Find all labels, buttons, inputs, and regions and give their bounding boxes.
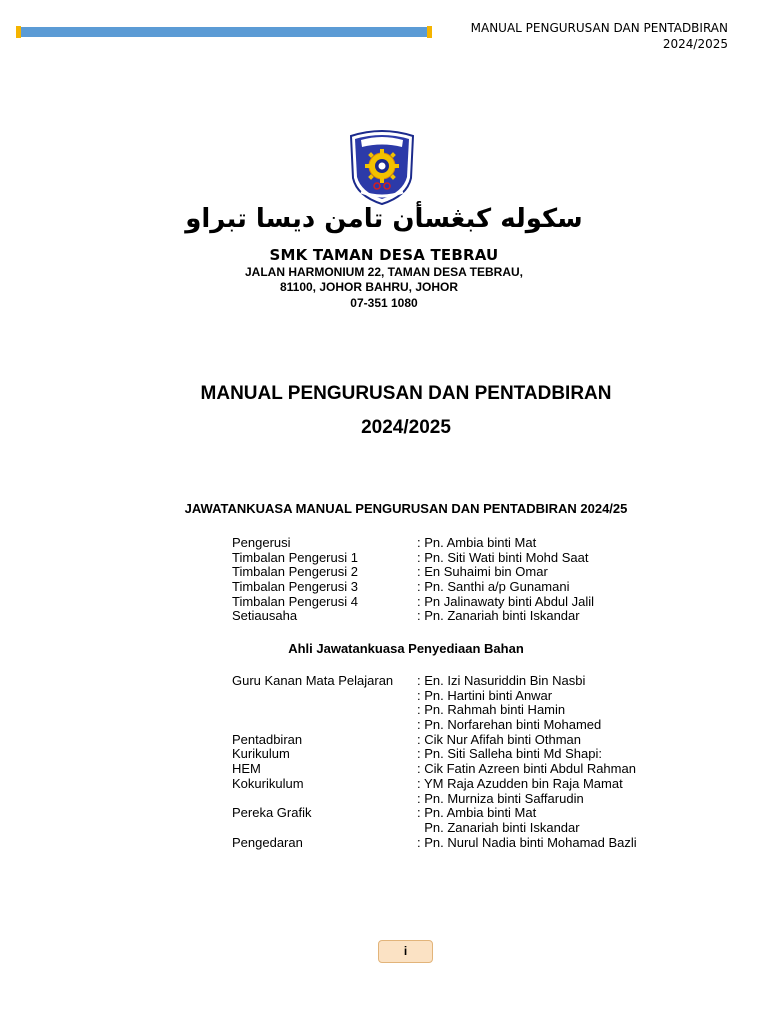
member-name: : Cik Fatin Azreen binti Abdul Rahman bbox=[417, 761, 636, 777]
document-title: MANUAL PENGURUSAN DAN PENTADBIRAN bbox=[200, 383, 612, 404]
member-name: : Pn. Ambia binti Mat bbox=[417, 805, 537, 821]
officer-name: : Pn. Ambia binti Mat bbox=[417, 535, 537, 550]
member-role: Kokurikulum bbox=[232, 775, 304, 791]
committee-title: JAWATANKUASA MANUAL PENGURUSAN DAN PENTADBIRAN 2024/25 bbox=[184, 501, 628, 516]
officer-name: : Pn Jalinawaty binti Abdul Jalil bbox=[417, 593, 595, 609]
member-name: : Pn. Murniza binti Saffarudin bbox=[417, 790, 584, 806]
running-header-title: MANUAL PENGURUSAN DAN PENTADBIRAN bbox=[470, 21, 728, 35]
school-address-line2: 81100, JOHOR BAHRU, JOHOR bbox=[279, 280, 459, 294]
member-name: : Pn. Rahmah binti Hamin bbox=[417, 702, 566, 718]
member-name: Pn. Zanariah binti Iskandar bbox=[417, 819, 580, 835]
school-address-line1: JALAN HARMONIUM 22, TAMAN DESA TEBRAU, bbox=[244, 265, 523, 279]
officer-name: : Pn. Santhi a/p Gunamani bbox=[417, 579, 570, 595]
header-accent-bar bbox=[16, 26, 432, 38]
officer-name: : En Suhaimi bin Omar bbox=[417, 564, 548, 580]
school-name-jawi: سكوله كبڠسأن تامن ديسا تبراو bbox=[185, 204, 583, 234]
officer-role: Timbalan Pengerusi 1 bbox=[232, 549, 358, 565]
officer-role: Timbalan Pengerusi 4 bbox=[232, 593, 358, 609]
member-role: Guru Kanan Mata Pelajaran bbox=[232, 673, 394, 688]
officer-role: Setiausaha bbox=[232, 608, 298, 624]
member-role: Pentadbiran bbox=[232, 731, 303, 747]
member-role: Pengedaran bbox=[232, 834, 303, 850]
bar-blue-band bbox=[21, 27, 427, 37]
member-role: HEM bbox=[232, 761, 261, 777]
member-name: : Cik Nur Afifah binti Othman bbox=[417, 731, 582, 747]
member-name: : Pn. Norfarehan binti Mohamed bbox=[417, 717, 602, 733]
officer-role: Pengerusi bbox=[232, 535, 291, 550]
school-name: SMK TAMAN DESA TEBRAU bbox=[269, 246, 499, 264]
committee-subheading: Ahli Jawatankuasa Penyediaan Bahan bbox=[288, 641, 524, 656]
page-number: i bbox=[378, 940, 433, 963]
running-header bbox=[428, 20, 728, 52]
member-name: : En. Izi Nasuriddin Bin Nasbi bbox=[417, 673, 586, 688]
member-name: : YM Raja Azudden bin Raja Mamat bbox=[417, 775, 623, 791]
running-header-year: 2024/2025 bbox=[662, 37, 728, 51]
officer-role: Timbalan Pengerusi 2 bbox=[232, 564, 358, 580]
member-name: : Pn. Hartini binti Anwar bbox=[417, 687, 553, 703]
member-name: : Pn. Nurul Nadia binti Mohamad Bazli bbox=[417, 834, 637, 850]
school-phone: 07-351 1080 bbox=[350, 296, 418, 310]
officer-role: Timbalan Pengerusi 3 bbox=[232, 579, 358, 595]
member-role: Pereka Grafik bbox=[232, 805, 312, 821]
school-crest-logo bbox=[347, 128, 417, 206]
officer-name: : Pn. Zanariah binti Iskandar bbox=[417, 608, 580, 624]
document-year: 2024/2025 bbox=[361, 417, 451, 438]
officer-name: : Pn. Siti Wati binti Mohd Saat bbox=[417, 549, 589, 565]
member-role: Kurikulum bbox=[232, 746, 290, 762]
member-name: : Pn. Siti Salleha binti Md Shapi: bbox=[417, 746, 602, 762]
